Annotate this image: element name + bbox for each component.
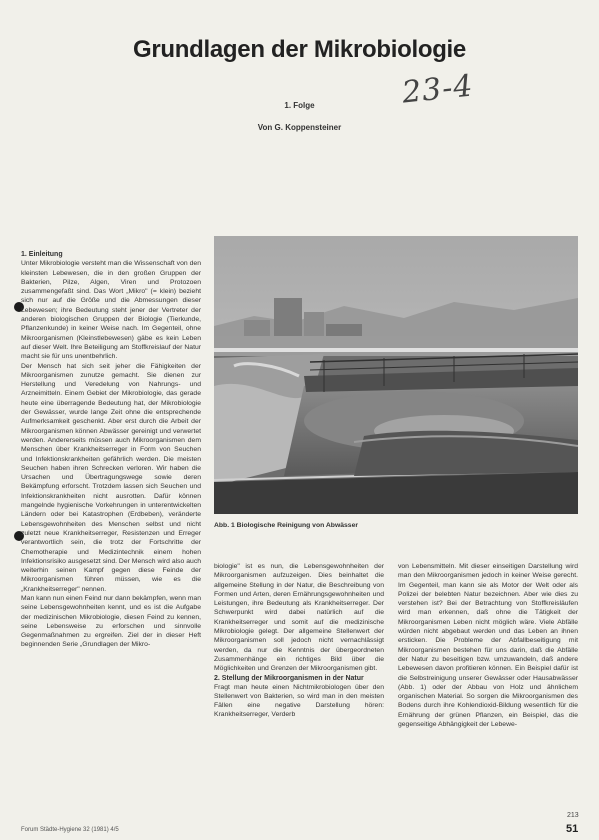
page-number: 51 (566, 823, 579, 835)
figure-photo-wastewater-treatment (214, 236, 578, 514)
paragraph: Unter Mikrobiologie versteht man die Wissenschaft von den kleinsten Lebewesen, die in den großen Gruppen der Bakterien, Pilze, Algen, Viren und Protozoen zusammengefaßt sind. Das Wort „Mikro" (= klein) bezieht sich nur auf die Größe und die Abmessungen dieser Lebewesen; ihre Bedeutung steht jener der Vertreter der anderen biologischen Gruppen der Biologie (Tierkunde, Pflanzenkunde) in keiner Weise nach. Im Gegenteil, ohne Mikroorganismen (Kleinstlebewesen) gäbe es kein Leben auf dieser Welt. Ihre Beteiligung am Stoffkreislauf der Natur macht sie für uns unentbehrlich. (21, 260, 201, 361)
paragraph: von Lebensmitteln. Mit dieser einseitigen Darstellung wird man den Mikroorganismen jedoch in keiner Weise gerecht. Im Gegenteil, man kann sie als Motor der Welt oder als Polizei der belebten Natur bezeichnen. Aber wie dies zu verstehen ist? Bei der Betrachtung von Stoffkreisläufen wird man erkennen, daß ohne die Tätigkeit der Mikroorganismen Leben nicht möglich wäre. Viele Abfälle würden nicht abgebaut werden und das Leben an ihnen ersticken. Die Probleme der Abfallbeseitigung mit Mikroorganismen bestehen für uns darin, daß die Abfälle der Natur zu beseitigen bzw. umzuwandeln, daß andere Lebewesen davon profitieren können. Ein Beispiel dafür ist die Selbstreinigung unserer Gewässer oder Hausabwässer (Abb. 1) oder der Abbau von Holz und ähnlichem organischen Material. So sorgen die Mikroorganismen des Bodens durch ihre Kohlendioxid-Bildung wesentlich für die Ernährung der grünen Pflanzen, ein Beispiel, das die gegenseitige Abhängigkeit der Lebewe- (398, 563, 578, 729)
section-heading-position-in-nature: 2. Stellung der Mikroorganismen in der Natur (214, 674, 364, 682)
paragraph: Fragt man heute einen Nichtmikrobiologen über den Stellenwert von Bakterien, so wird man in den meisten Fällen eine negative Darstellung hören: Krankheitserreger, Verderb (214, 683, 384, 719)
paragraph: Man kann nun einen Feind nur dann bekämpfen, wenn man seine Lebensgewohnheiten kennt, und es ist die Aufgabe der medizinischen Mikrobiologie, diesen Feind zu kennen, seine Lebensweise zu erforschen und sinnvolle Gegenmaßnahmen zu ergreifen. Ziel der in dieser Heft beginnenden Serie „Grundlagen der Mikro- (21, 594, 201, 649)
article-title: Grundlagen der Mikrobiologie (133, 36, 466, 63)
paragraph: Der Mensch hat sich seit jeher die Fähigkeiten der Mikroorganismen zunutze gemacht. Sie dienen zur Herstellung und Veredelung von Nahrungs- und Arzneimitteln. Einem Gebiet der Mikrobiologie, das gerade heute eine überragende Bedeutung hat, der Mikrobiologie der Gewässer, wurde lange Zeit ohne die entsprechende Aufmerksamkeit geschenkt. Aber erst durch die Arbeit der Mikroorganismen können Abwässer gereinigt und verwertet werden. Andererseits müssen auch Mikroorganismen dem Menschen über Krankheitserreger in Form von Seuchen und Infektionskrankheiten gefährlich werden. Die meisten Seuchen haben ihren Schrecken verloren. Wir haben die Ursachen und Übertragungswege sowie deren Bekämpfung erforscht. Trotzdem lassen sich Seuchen und Infektionskrankheiten nicht ausrotten. Dafür können mangelnde hygienische Vorkehrungen in unterentwickelten Ländern oder bei Katastrophen (Erdbeben), veränderte Lebensgewohnheiten des Menschen selbst und nicht zuletzt neue Krankheitserreger, Resistenzen und Erreger verantwortlich sein, die trotz der Fortschritte der Chemotherapie und Medizintechnik einem hohen Infektionsrisiko ausgesetzt sind. Der Mensch wird also auch weiterhin seinen Kampf gegen diese Feinde der Mikroorganismen führen müssen, wie es die „Krankheitserreger" nennen. (21, 362, 201, 593)
column-left (21, 250, 201, 650)
paragraph: biologie" ist es nun, die Lebensgewohnheiten der Mikroorganismen aufzuzeigen. Dies beinhaltet die allgemeine Stellung in der Natur, die Beschreibung von Formen und Arten, deren Ernährungsgewohnheiten und Leistungen, ihre Bedeutung als Krankheitserreger. Der Schwerpunkt wird dabei natürlich auf die Krankheitserreger und somit auf die medizinische Mikrobiologie gelegt. Der allgemeine Stellenwert der Mikroorganismen soll jedoch nicht vernachlässigt werden, da nur die Kenntnis der übergeordneten Zusammenhänge ein richtiges Bild über die Möglichkeiten und Grenzen der Mikroorganismen gibt. (214, 563, 384, 673)
author-byline: Von G. Koppensteiner (257, 123, 342, 132)
handwritten-note: 23-4 (400, 68, 476, 111)
column-right (398, 562, 578, 729)
series-label: 1. Folge (284, 101, 315, 110)
footer-page-ref: 213 (567, 812, 579, 819)
section-heading-introduction: 1. Einleitung (21, 251, 63, 258)
column-middle (214, 562, 384, 720)
footer-citation: Forum Städte-Hygiene 32 (1981) 4/5 (21, 827, 119, 833)
figure-caption: Abb. 1 Biologische Reinigung von Abwässer (214, 522, 359, 529)
